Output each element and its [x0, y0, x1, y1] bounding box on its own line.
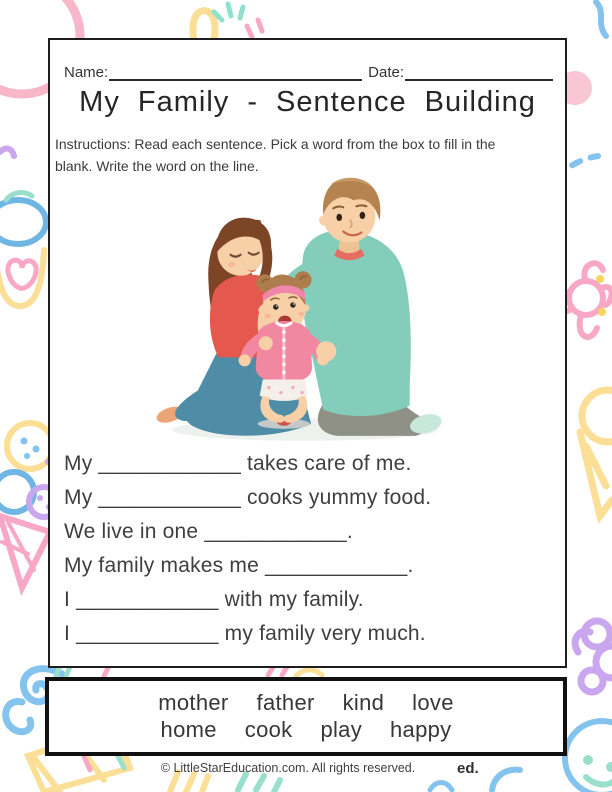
- footer: [45, 761, 567, 775]
- word-play[interactable]: play: [320, 717, 362, 742]
- word-bank-row-1: [144, 690, 467, 716]
- instructions-line-2: blank. Write the word on the line.: [55, 157, 259, 174]
- instructions-line-1: Instructions: Read each sentence. Pick a word from the box to fill in the: [55, 136, 496, 152]
- date-input-line[interactable]: [405, 62, 553, 81]
- mother-hand: [259, 336, 273, 350]
- doodle-cupcake: [0, 193, 46, 306]
- father-hand: [316, 341, 336, 361]
- family-illustration: [152, 170, 454, 442]
- sentence-6: I ____________ my family very much.: [64, 622, 426, 645]
- doodle-blue-squiggle: [596, 2, 606, 36]
- word-bank-box: [45, 677, 567, 756]
- doodle-pink-dashes: [247, 20, 262, 37]
- doodle-purple-bit: [0, 149, 14, 156]
- name-date-row: [64, 62, 553, 81]
- word-cook[interactable]: cook: [244, 717, 293, 742]
- sentence-3: We live in one ____________.: [64, 520, 353, 543]
- worksheet-title: My Family - Sentence Building: [79, 86, 536, 118]
- sentence-1: My ____________ takes care of me.: [64, 452, 412, 475]
- word-happy[interactable]: happy: [390, 717, 452, 742]
- worksheet-main-box: [48, 38, 567, 668]
- date-label: Date:: [368, 64, 404, 81]
- word-bank-row-2: [147, 717, 466, 743]
- sentence-4: My family makes me ____________.: [64, 554, 414, 577]
- sentence-2: My ____________ cooks yummy food.: [64, 486, 432, 509]
- doodle-mint-sparkle: [214, 4, 243, 20]
- sentence-list: [64, 452, 554, 656]
- name-input-line[interactable]: [109, 62, 362, 81]
- word-home[interactable]: home: [160, 717, 217, 742]
- word-kind[interactable]: kind: [342, 690, 385, 715]
- word-mother[interactable]: mother: [158, 690, 229, 715]
- sentence-5: I ____________ with my family.: [64, 588, 364, 611]
- doodle-yellow-cone: [580, 390, 612, 516]
- word-love[interactable]: love: [412, 690, 454, 715]
- background-text-fragment: ed.: [457, 760, 479, 777]
- word-father[interactable]: father: [256, 690, 315, 715]
- doodle-purple-swirl: [575, 621, 612, 692]
- name-label: Name:: [64, 64, 109, 81]
- copyright-text: © LittleStarEducation.com. All rights reserved.: [160, 761, 416, 775]
